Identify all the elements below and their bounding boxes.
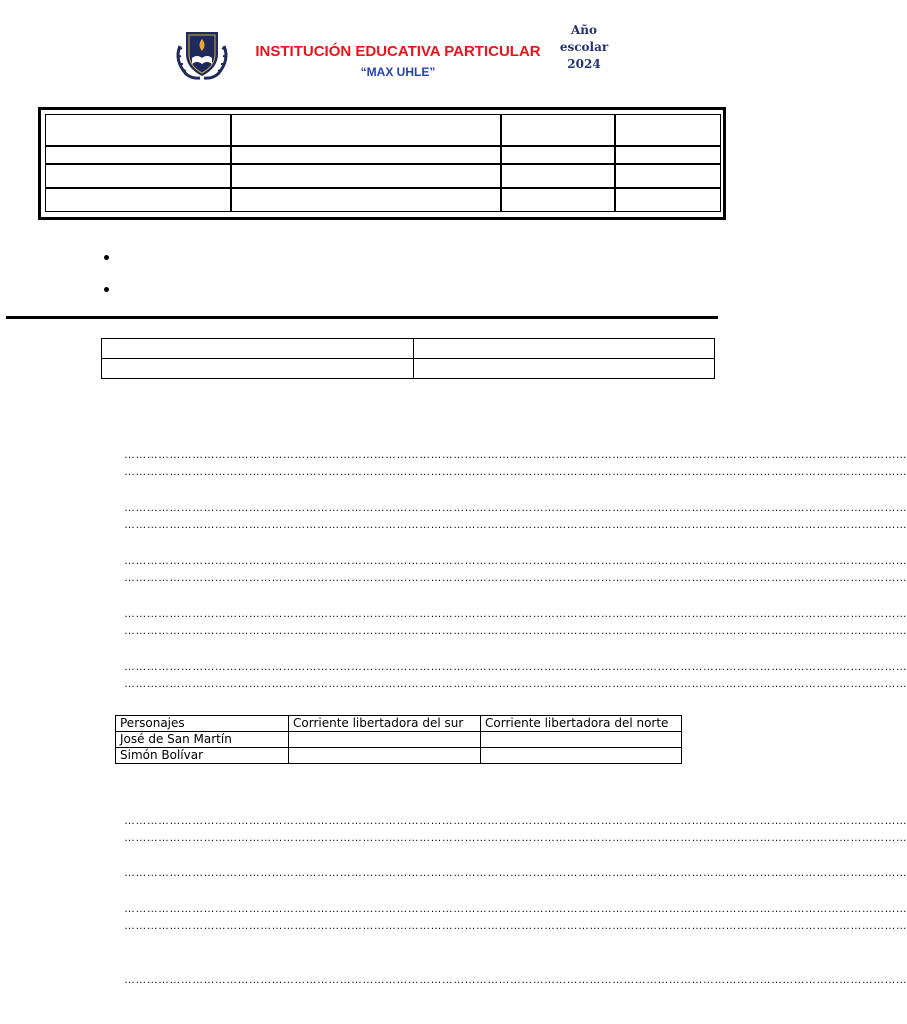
answer-line[interactable]: ………………………………………………………………………………………………………………………………………………………………………………………	[124, 625, 907, 637]
small-table-cell[interactable]	[102, 339, 414, 359]
small-table-cell[interactable]	[102, 359, 414, 379]
school-year	[556, 22, 612, 73]
answer-cell[interactable]	[481, 732, 682, 748]
answer-line[interactable]: ………………………………………………………………………………………………………………………………………………………………………………………	[124, 678, 907, 690]
info-cell[interactable]	[615, 188, 721, 212]
answer-line[interactable]: ………………………………………………………………………………………………………………………………………………………………………………………	[124, 519, 907, 531]
answer-cell[interactable]	[289, 732, 481, 748]
column-header: Corriente libertadora del norte	[481, 716, 682, 732]
answer-line[interactable]: ………………………………………………………………………………………………………………………………………………………………………………………	[124, 903, 907, 915]
info-cell[interactable]	[231, 114, 501, 146]
answer-line[interactable]: ………………………………………………………………………………………………………………………………………………………………………………………	[124, 572, 907, 584]
section-divider	[6, 316, 718, 319]
info-cell[interactable]	[501, 114, 615, 146]
table-row	[116, 732, 682, 748]
answer-line[interactable]: ………………………………………………………………………………………………………………………………………………………………………………………	[124, 867, 907, 879]
table-header-row	[116, 716, 682, 732]
answer-line[interactable]: ………………………………………………………………………………………………………………………………………………………………………………………	[124, 608, 907, 620]
answer-line[interactable]: ………………………………………………………………………………………………………………………………………………………………………………………	[124, 555, 907, 567]
answer-line[interactable]: ………………………………………………………………………………………………………………………………………………………………………………………	[124, 832, 907, 844]
year-label-line2: escolar	[559, 40, 609, 54]
column-header: Personajes	[116, 716, 289, 732]
bullet-point	[104, 287, 112, 295]
school-name: “MAX UHLE”	[360, 65, 436, 79]
info-cell[interactable]	[45, 146, 231, 164]
info-cell[interactable]	[501, 164, 615, 188]
small-table-cell[interactable]	[414, 359, 715, 379]
info-cell[interactable]	[45, 114, 231, 146]
table-row	[116, 748, 682, 764]
answer-cell[interactable]	[481, 748, 682, 764]
info-cell[interactable]	[45, 188, 231, 212]
student-info-table	[45, 114, 721, 212]
answer-line[interactable]: ………………………………………………………………………………………………………………………………………………………………………………………	[124, 920, 907, 932]
year-label-line1: Año	[570, 23, 598, 37]
answer-cell[interactable]	[289, 748, 481, 764]
student-info-frame	[38, 107, 726, 220]
institution-title: INSTITUCIÓN EDUCATIVA PARTICULAR	[255, 43, 541, 60]
characters-table	[115, 715, 682, 764]
info-cell[interactable]	[501, 146, 615, 164]
answer-line[interactable]: ………………………………………………………………………………………………………………………………………………………………………………………	[124, 502, 907, 514]
info-cell[interactable]	[231, 164, 501, 188]
info-cell[interactable]	[615, 114, 721, 146]
character-name: José de San Martín	[116, 732, 289, 748]
small-empty-table	[101, 338, 715, 379]
school-crest-logo	[172, 26, 232, 82]
answer-line[interactable]: ………………………………………………………………………………………………………………………………………………………………………………………	[124, 466, 907, 478]
answer-line[interactable]: ………………………………………………………………………………………………………………………………………………………………………………………	[124, 815, 907, 827]
column-header: Corriente libertadora del sur	[289, 716, 481, 732]
bullet-point	[104, 255, 112, 263]
year-label-line3: 2024	[567, 57, 601, 71]
answer-line[interactable]: ………………………………………………………………………………………………………………………………………………………………………………………	[124, 449, 907, 461]
answer-line[interactable]: ………………………………………………………………………………………………………………………………………………………………………………………	[124, 661, 907, 673]
info-cell[interactable]	[501, 188, 615, 212]
info-cell[interactable]	[45, 164, 231, 188]
info-cell[interactable]	[615, 164, 721, 188]
info-cell[interactable]	[615, 146, 721, 164]
small-table-cell[interactable]	[414, 339, 715, 359]
info-cell[interactable]	[231, 188, 501, 212]
character-name: Simón Bolívar	[116, 748, 289, 764]
answer-line[interactable]: ………………………………………………………………………………………………………………………………………………………………………………………	[124, 974, 907, 986]
info-cell[interactable]	[231, 146, 501, 164]
